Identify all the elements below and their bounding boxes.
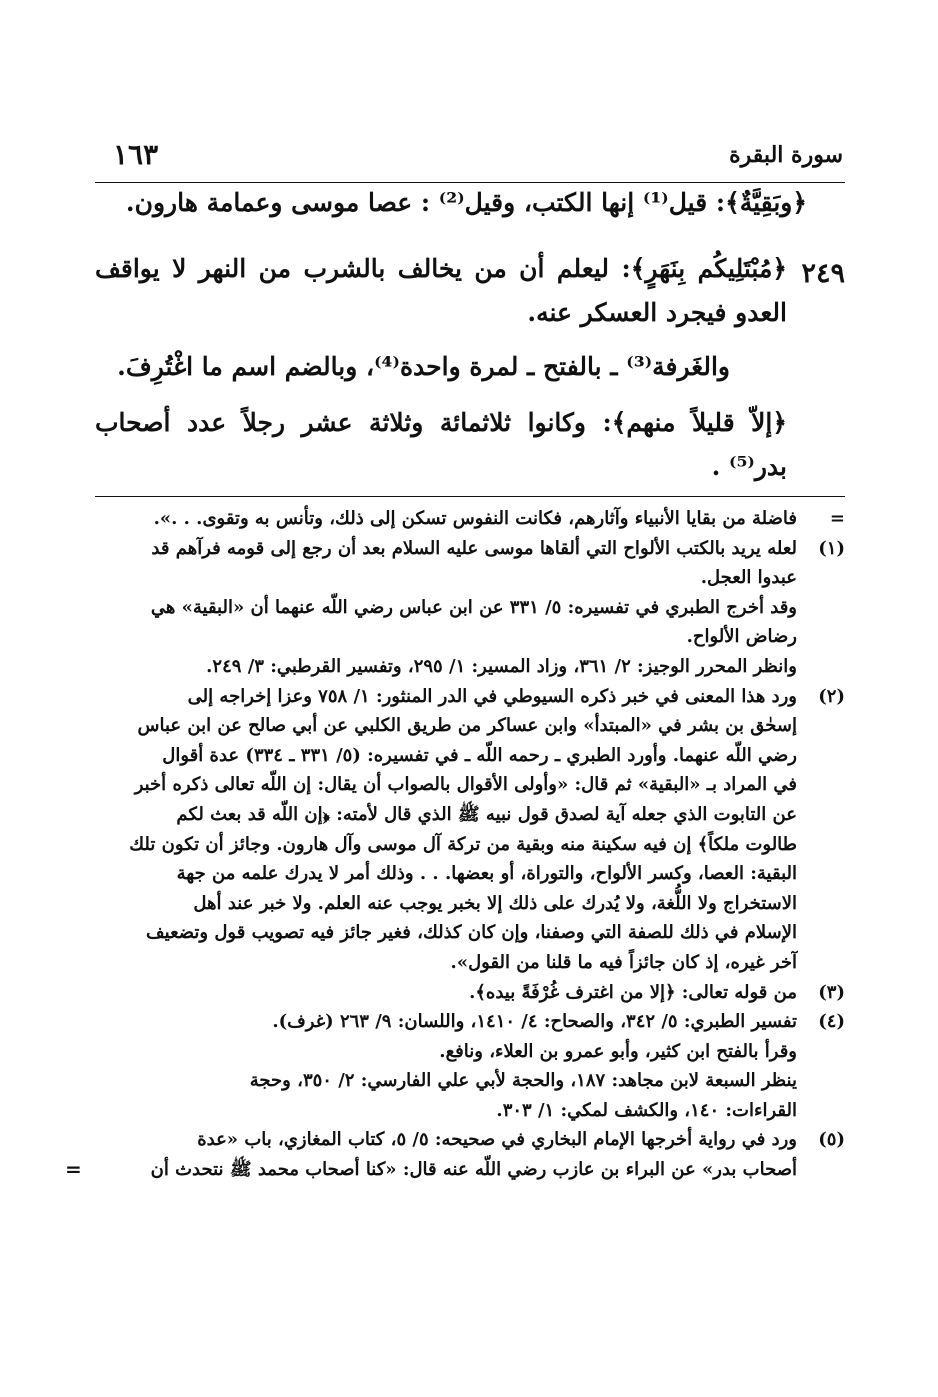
footnote-line: عن التابوت الذي جعله آية لصدق قول نبيه ﷺ الذي قال لأمته: ﴿إن اللّه قد بعث لكم bbox=[176, 803, 797, 825]
footnote-line: الإسلام في ذلك للصفة التي وصفنا، وإن كان كذلك، فغير جائز فيه تصويب قول وتضعيف bbox=[146, 922, 797, 944]
footnote-line: ينظر السبعة لابن مجاهد: ١٨٧، والحجة لأبي علي الفارسي: ٢/ ٣٥٠، وحجة bbox=[249, 1070, 797, 1092]
footnote-line: إسحٰق بن بشر في «المبتدأ» وابن عساكر من طريق الكلبي عن أبي صالح عن ابن عباس bbox=[137, 715, 797, 737]
footnote-line: تفسير الطبري: ٥/ ٣٤٢، والصحاح: ٤/ ١٤١٠، واللسان: ٩/ ٢٦٣ (غرف). bbox=[272, 1011, 797, 1033]
footnote-line: وانظر المحرر الوجيز: ٢/ ٣٦١، وزاد المسير: ١/ ٢٩٥، وتفسير القرطبي: ٣/ ٢٤٩. bbox=[206, 655, 797, 677]
footnote-marker: (٤) bbox=[818, 1011, 845, 1033]
footnote-marker: (٢) bbox=[818, 685, 845, 707]
main-line: العدو فيجرد العسكر عنه. bbox=[527, 298, 787, 327]
footnote-3 bbox=[95, 978, 845, 1008]
footnote-line: القراءات: ١٤٠، والكشف لمكي: ١/ ٣٠٣. bbox=[496, 1099, 797, 1121]
footnote-line: فاضلة من بقايا الأنبياء وآثارهم، فكانت النفوس تسكن إلى ذلك، وتأنس به وتقوى. . .». bbox=[153, 508, 797, 529]
page-header bbox=[95, 138, 845, 183]
surah-title: سورة البقرة bbox=[729, 142, 843, 168]
main-line: والغَرفة⁽³⁾ ـ بالفتح ـ لمرة واحدة⁽⁴⁾، وبالضم اسم ما اغْتُرِفَ. bbox=[117, 352, 730, 381]
main-line: ﴿وبَقِيَّةٌ﴾: قيل⁽¹⁾ إنها الكتب، وقيل⁽²⁾ : عصا موسى وعمامة هارون. bbox=[125, 188, 807, 217]
footnote-marker: = bbox=[829, 508, 845, 529]
footnote-2 bbox=[95, 682, 845, 978]
main-line: بدر⁽⁵⁾ . bbox=[711, 452, 787, 481]
footnote-continuation bbox=[95, 504, 845, 534]
main-line: ﴿إلاّ قليلاً منهم﴾: وكانوا ثلاثمائة وثلاثة عشر رجلاً عدد أصحاب bbox=[95, 408, 787, 437]
footnote-line: في المراد بـ «البقية» ثم قال: «وأولى الأقوال بالصواب أن يقال: إن اللّه تعالى ذكره أخبر bbox=[134, 774, 797, 796]
footnote-line: ورد هذا المعنى في خبر ذكره السيوطي في الدر المنثور: ١/ ٧٥٨ وعزا إخراجه إلى bbox=[187, 685, 797, 707]
footnote-line: طالوت ملكاً﴾ إن فيه سكينة منه وبقية من تركة آل موسى وآل هارون. وجائز أن تكون تلك bbox=[129, 833, 797, 855]
footnote-line: رضاض الألواح. bbox=[686, 626, 797, 648]
footnote-line: الاستخراج ولا اللُّغة، ولا يُدرك على ذلك إلا بخبر يوجب عنه العلم. ولا خبر عند أهل bbox=[193, 892, 797, 914]
footnote-marker: (٣) bbox=[818, 981, 845, 1003]
footnote-line: أصحاب بدر» عن البراء بن عازب رضي اللّه عنه قال: «كنا أصحاب محمد ﷺ نتحدث أن bbox=[150, 1159, 797, 1181]
footnote-line: عبدوا العجل. bbox=[700, 567, 797, 589]
footnote-line: رضي اللّه عنهما. وأورد الطبري ـ رحمه اللّه ـ في تفسيره: (٥/ ٣٣١ ـ ٣٣٤) عدة أقوال bbox=[162, 744, 797, 766]
footnote-marker: (١) bbox=[818, 537, 845, 559]
footnote-marker: (٥) bbox=[818, 1129, 845, 1151]
continuation-marker: = bbox=[65, 1157, 82, 1182]
main-line: ﴿مُبْتَلِيكُم بِنَهَرٍ﴾: ليعلم أن من يخالف بالشرب من النهر لا يواقف bbox=[95, 254, 787, 283]
footnote-line: البقية: العصا، وكسر الألواح، والتوراة، أو بعضها. . . وذلك أمر لا يدرك علمه من جهة bbox=[176, 863, 797, 885]
footnote-line: وقد أخرج الطبري في تفسيره: ٥/ ٣٣١ عن ابن عباس رضي اللّه عنهما أن «البقية» هي bbox=[150, 596, 797, 618]
footnote-1 bbox=[95, 534, 845, 682]
footnote-5 bbox=[65, 1125, 845, 1184]
page-number: ١٦٣ bbox=[113, 138, 159, 171]
footnote-line: وقرأ بالفتح ابن كثير، وأبو عمرو بن العلاء، ونافع. bbox=[439, 1040, 797, 1062]
footnote-line: آخر غيره، إذ كان جائزاً فيه ما قلنا من القول». bbox=[450, 951, 797, 973]
footnote-divider bbox=[95, 496, 845, 497]
footnote-line: من قوله تعالى: ﴿إلا من اغترف غُرْفَةً بيده﴾. bbox=[469, 981, 797, 1003]
verse-number: ٢٤٩ bbox=[801, 258, 845, 289]
footnote-line: لعله يريد بالكتب الألواح التي ألقاها موسى عليه السلام بعد أن رجع إلى قومه فرآهم قد bbox=[151, 537, 797, 559]
footnotes bbox=[65, 504, 845, 1185]
footnote-4 bbox=[95, 1007, 845, 1125]
footnote-line: ورد في رواية أخرجها الإمام البخاري في صحيحه: ٥/ ٥، كتاب المغازي، باب «عدة bbox=[197, 1129, 797, 1151]
